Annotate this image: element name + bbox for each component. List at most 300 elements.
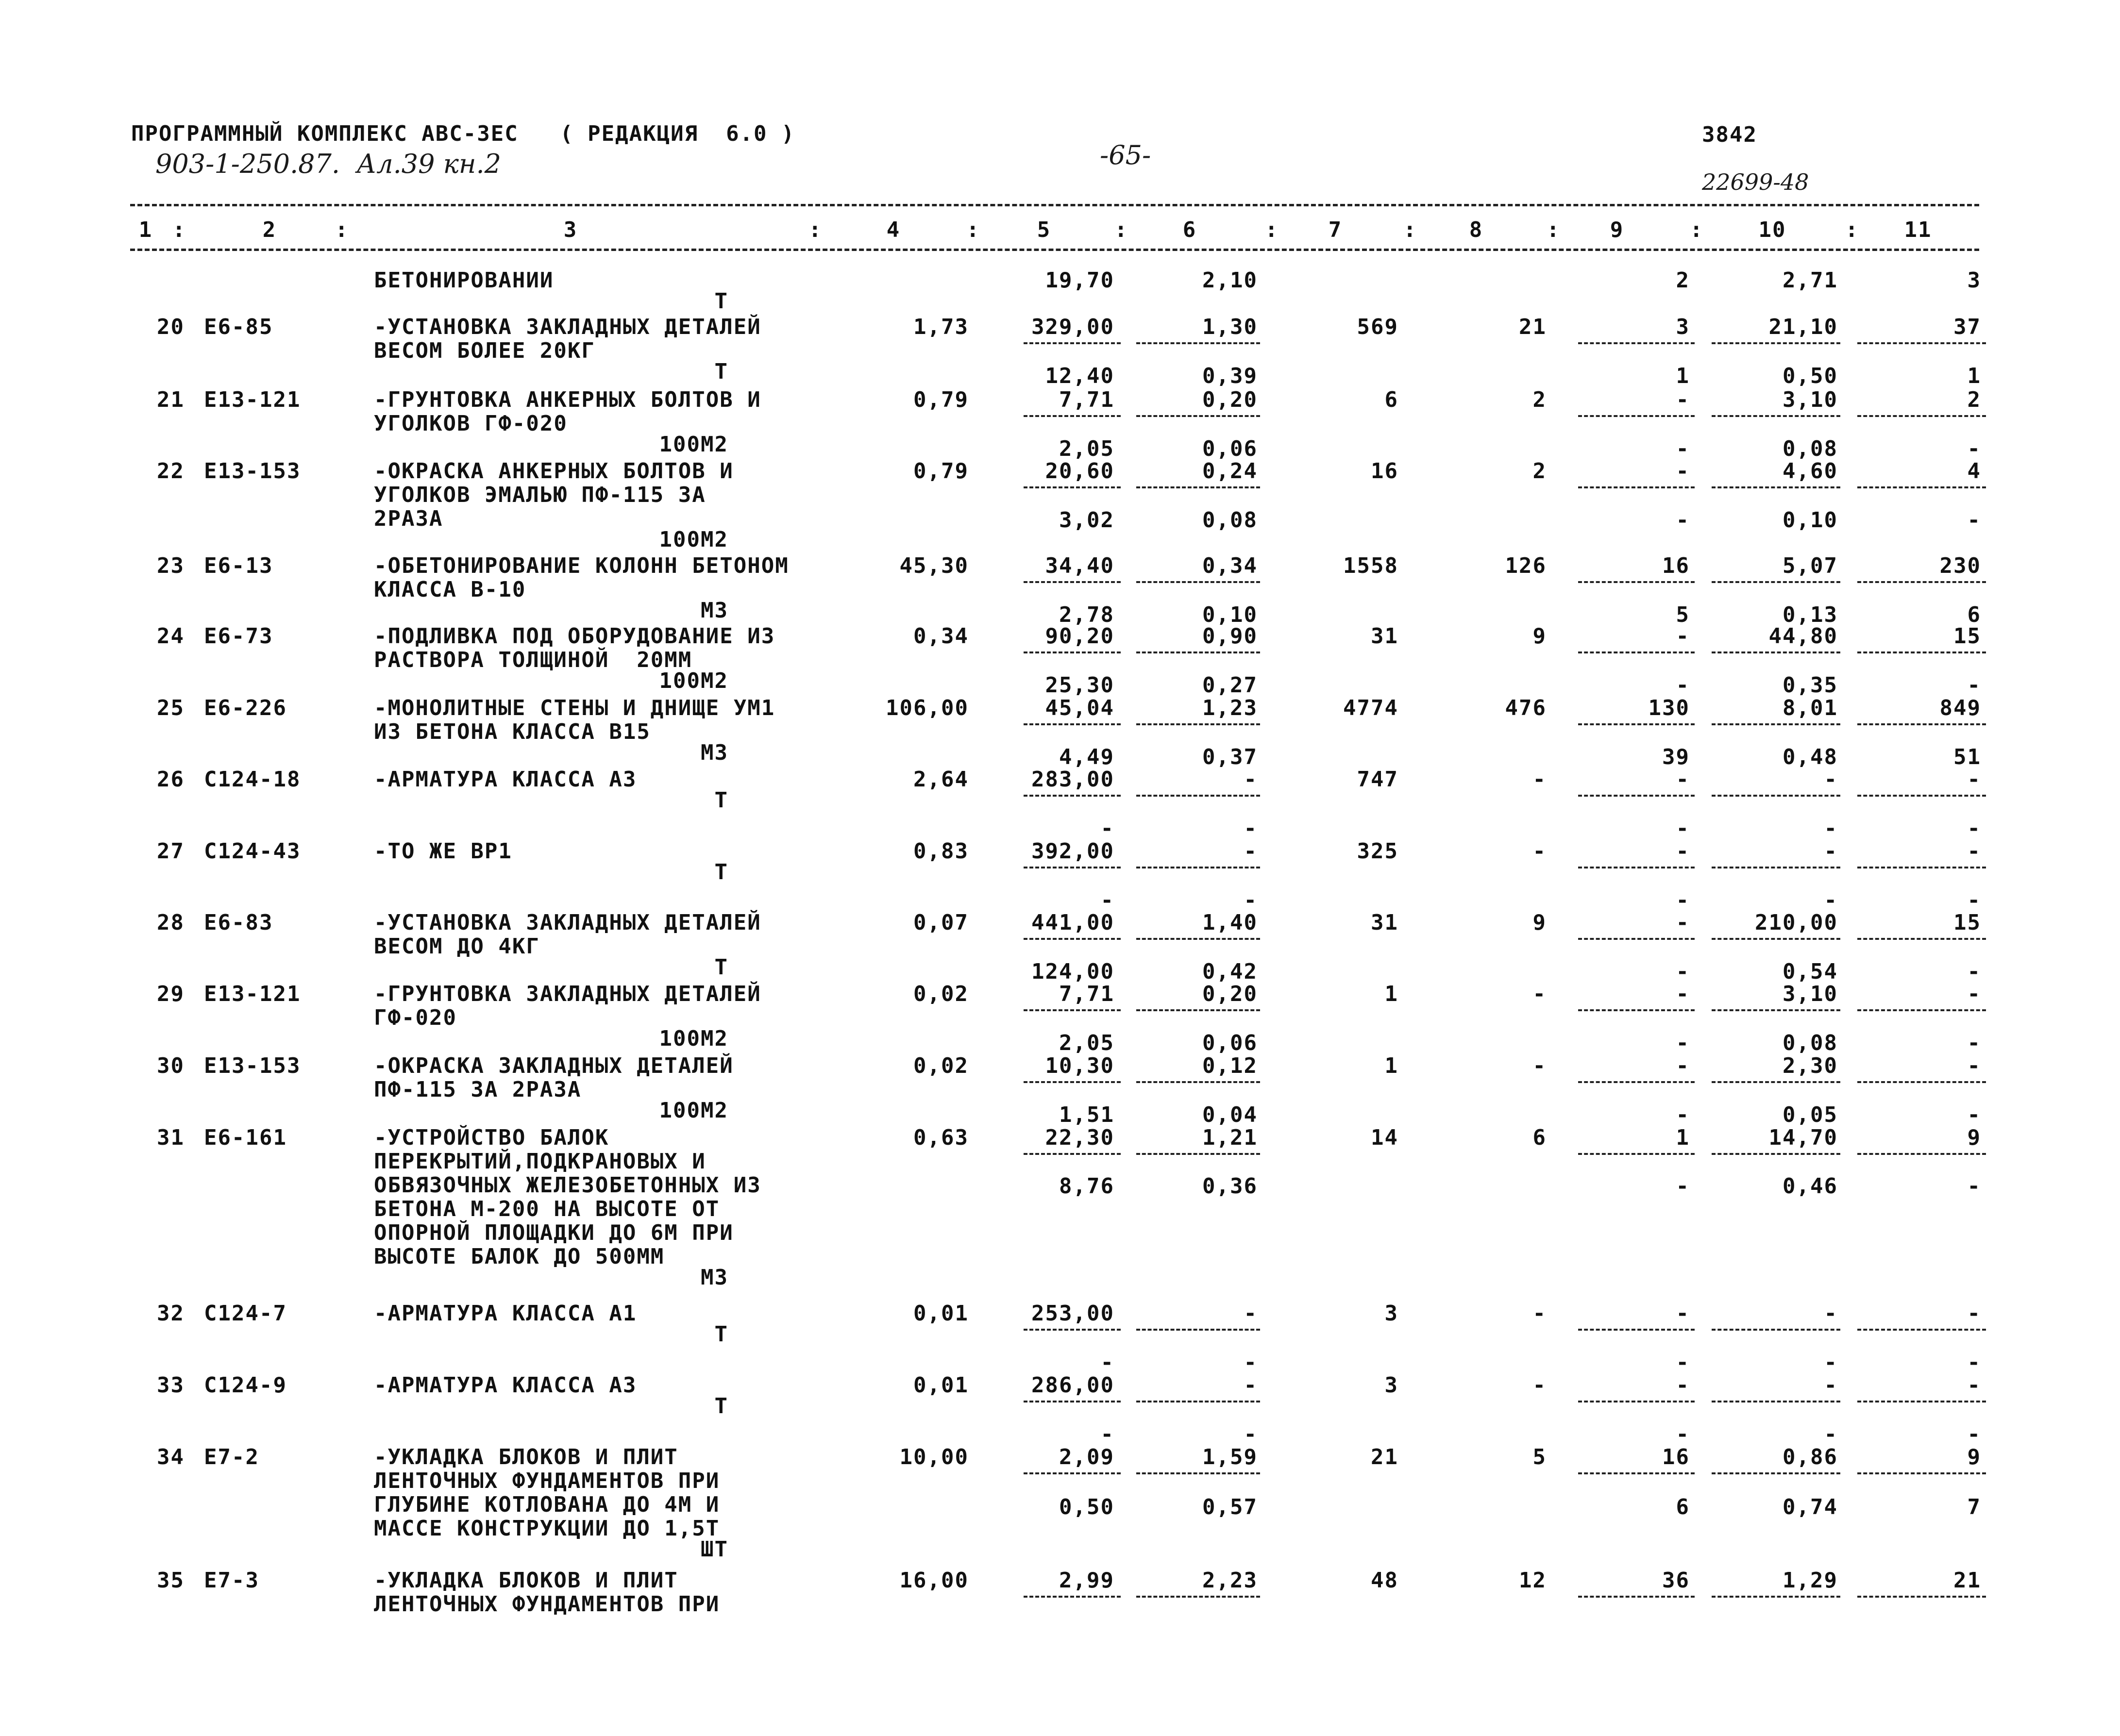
cell-col9: 130 (1648, 696, 1690, 720)
cell-col10: 21,10 (1768, 315, 1838, 339)
cell-unit-cost: 45,04 (1045, 696, 1114, 720)
cell-quantity: 0,01 (913, 1373, 969, 1398)
cell-wage-unit-secondary: 0,10 (1202, 602, 1258, 627)
value-underline (1857, 486, 1986, 488)
row-description-line: -УСТАНОВКА ЗАКЛАДНЫХ ДЕТАЛЕЙ (374, 315, 761, 339)
value-underline (1857, 867, 1986, 868)
value-underline (1578, 1081, 1695, 1083)
value-underline (1024, 651, 1121, 653)
cell-total-wage: 126 (1505, 553, 1547, 578)
cell-wage-unit-secondary: 0,39 (1202, 364, 1258, 388)
cell-col10-secondary: 0,35 (1783, 673, 1838, 698)
cell-quantity: 2,64 (913, 767, 969, 792)
value-underline (1136, 867, 1260, 868)
cell-unit-cost-secondary: - (1100, 888, 1114, 913)
value-underline (1136, 415, 1260, 417)
value-underline (1024, 1009, 1121, 1011)
cell-col9: - (1676, 910, 1690, 935)
row-number: 25 (157, 696, 185, 720)
cell-unit-cost: 286,00 (1031, 1373, 1114, 1398)
cell-wage-unit: 0,34 (1202, 553, 1258, 578)
cell-col11-secondary: - (1967, 673, 1981, 698)
cell-col10: 3,10 (1783, 387, 1838, 412)
row-unit: М3 (701, 740, 728, 765)
row-description-line: -АРМАТУРА КЛАССА А1 (374, 1301, 637, 1326)
row-description-line: ВЕСОМ ДО 4КГ (374, 934, 540, 959)
cell-col10-secondary: 0,10 (1783, 508, 1838, 533)
cell-wage-unit: 1,30 (1202, 315, 1258, 339)
value-underline (1024, 1081, 1121, 1083)
cell-total-wage: - (1532, 839, 1547, 864)
cell-total-wage: 9 (1532, 910, 1547, 935)
row-unit: Т (714, 860, 728, 885)
cell-col10: 3,10 (1783, 982, 1838, 1006)
cell-col10: 2,71 (1783, 268, 1838, 293)
cell-total-cost: 1 (1384, 1053, 1398, 1078)
value-underline (1712, 1009, 1840, 1011)
cell-col9-secondary: 6 (1676, 1495, 1690, 1519)
row-number: 30 (157, 1053, 185, 1078)
cell-col11: 15 (1953, 910, 1981, 935)
value-underline (1712, 415, 1840, 417)
cell-quantity: 1,73 (913, 315, 969, 339)
cell-col10-secondary: - (1824, 816, 1838, 841)
row-code: Е6-226 (204, 696, 287, 720)
cell-col9: 36 (1662, 1568, 1690, 1593)
row-number: 27 (157, 839, 185, 864)
cell-col11: - (1967, 1053, 1981, 1078)
cell-col9: - (1676, 982, 1690, 1006)
value-underline (1136, 795, 1260, 797)
cell-col10: - (1824, 1373, 1838, 1398)
cell-wage-unit-secondary: 0,36 (1202, 1174, 1258, 1199)
value-underline (1857, 581, 1986, 583)
cell-total-wage: 9 (1532, 624, 1547, 649)
cell-total-wage: 6 (1532, 1125, 1547, 1150)
cell-col11: 37 (1953, 315, 1981, 339)
cell-unit-cost: 20,60 (1045, 459, 1114, 484)
column-header-8: 8 (1469, 217, 1483, 242)
value-underline (1578, 1596, 1695, 1598)
cell-col10-secondary: 0,74 (1783, 1495, 1838, 1519)
row-unit: 100М2 (659, 668, 728, 693)
row-unit: 100М2 (659, 527, 728, 552)
value-underline (1024, 342, 1121, 344)
cell-total-cost: 1 (1384, 982, 1398, 1006)
cell-wage-unit: 1,40 (1202, 910, 1258, 935)
cell-col10-secondary: 0,48 (1783, 745, 1838, 769)
value-underline (1857, 1401, 1986, 1402)
cell-col11-secondary: 6 (1967, 602, 1981, 627)
value-underline (1857, 651, 1986, 653)
value-underline (1578, 938, 1695, 940)
cell-total-wage: - (1532, 1053, 1547, 1078)
cell-quantity: 0,34 (913, 624, 969, 649)
row-description-line: -УСТРОЙСТВО БАЛОК (374, 1125, 609, 1150)
row-code: Е13-121 (204, 982, 301, 1006)
value-underline (1136, 1009, 1260, 1011)
cell-col9: - (1676, 1373, 1690, 1398)
row-description-line: УГОЛКОВ ГФ-020 (374, 411, 568, 436)
cell-col10-secondary: - (1824, 1422, 1838, 1447)
cell-col9-secondary: - (1676, 1102, 1690, 1127)
row-code: С124-7 (204, 1301, 287, 1326)
value-underline (1857, 1153, 1986, 1155)
cell-unit-cost-secondary: 1,51 (1059, 1102, 1114, 1127)
cell-wage-unit-secondary: 0,27 (1202, 673, 1258, 698)
cell-unit-cost-secondary: - (1100, 816, 1114, 841)
value-underline (1578, 415, 1695, 417)
row-code: Е6-161 (204, 1125, 287, 1150)
cell-wage-unit: - (1244, 839, 1258, 864)
value-underline (1136, 1081, 1260, 1083)
value-underline (1024, 1329, 1121, 1331)
row-description-line: -АРМАТУРА КЛАССА А3 (374, 767, 637, 792)
row-code: Е7-2 (204, 1445, 259, 1469)
row-code: Е7-3 (204, 1568, 259, 1593)
row-description-line: ВЕСОМ БОЛЕЕ 20КГ (374, 338, 595, 363)
value-underline (1712, 581, 1840, 583)
cell-col11-secondary: - (1967, 888, 1981, 913)
value-underline (1857, 723, 1986, 725)
row-description-line: -ГРУНТОВКА ЗАКЛАДНЫХ ДЕТАЛЕЙ (374, 982, 761, 1006)
cell-col9: - (1676, 839, 1690, 864)
cell-col9-secondary: - (1676, 673, 1690, 698)
row-number: 22 (157, 459, 185, 484)
value-underline (1578, 581, 1695, 583)
column-header-4: 4 (886, 217, 901, 242)
value-underline (1857, 415, 1986, 417)
doc-number: 3842 (1702, 122, 1757, 147)
cell-col9-secondary: 5 (1676, 602, 1690, 627)
cell-col10-secondary: 0,05 (1783, 1102, 1838, 1127)
cell-wage-unit: 2,23 (1202, 1568, 1258, 1593)
page-number: -65- (1100, 140, 1151, 170)
cell-unit-cost-secondary: 25,30 (1045, 673, 1114, 698)
row-unit: Т (714, 359, 728, 384)
row-description-line: ОПОРНОЙ ПЛОЩАДКИ ДО 6М ПРИ (374, 1220, 734, 1245)
cell-col9-secondary: - (1676, 508, 1690, 533)
cell-col9: 2 (1676, 268, 1690, 293)
value-underline (1578, 1329, 1695, 1331)
cell-quantity: 0,83 (913, 839, 969, 864)
program-line: ПРОГРАММНЫЙ КОМПЛЕКС АВС-3ЕС ( РЕДАКЦИЯ 6.0 ) (131, 121, 795, 146)
value-underline (1024, 867, 1121, 868)
cell-total-wage: 5 (1532, 1445, 1547, 1469)
value-underline (1136, 1596, 1260, 1598)
cell-col9: - (1676, 1301, 1690, 1326)
value-underline (1136, 651, 1260, 653)
row-code: Е6-13 (204, 553, 273, 578)
cell-wage-unit-secondary: 0,08 (1202, 508, 1258, 533)
cell-unit-cost-secondary: 12,40 (1045, 364, 1114, 388)
value-underline (1024, 1153, 1121, 1155)
cell-col9-secondary: 1 (1676, 364, 1690, 388)
row-unit: Т (714, 788, 728, 813)
cell-total-cost: 747 (1357, 767, 1398, 792)
cell-col10: 8,01 (1783, 696, 1838, 720)
row-unit: Т (714, 1394, 728, 1419)
inventory-number: 22699-48 (1702, 169, 1809, 195)
row-number: 29 (157, 982, 185, 1006)
cell-col11-secondary: 51 (1953, 745, 1981, 769)
value-underline (1712, 651, 1840, 653)
cell-wage-unit-secondary: 0,42 (1202, 959, 1258, 984)
column-header-1: 1 (138, 217, 153, 242)
value-underline (1024, 1472, 1121, 1474)
value-underline (1024, 723, 1121, 725)
cell-quantity: 0,79 (913, 459, 969, 484)
row-code: С124-18 (204, 767, 301, 792)
cell-unit-cost-secondary: 2,05 (1059, 1031, 1114, 1055)
cell-wage-unit-secondary: 0,04 (1202, 1102, 1258, 1127)
cell-unit-cost: 253,00 (1031, 1301, 1114, 1326)
row-unit: ШТ (701, 1537, 728, 1562)
cell-col11: 2 (1967, 387, 1981, 412)
row-description-line: -УСТАНОВКА ЗАКЛАДНЫХ ДЕТАЛЕЙ (374, 910, 761, 935)
row-description-line: КЛАССА В-10 (374, 577, 526, 602)
cell-total-wage: - (1532, 1373, 1547, 1398)
value-underline (1578, 867, 1695, 868)
cell-col10: - (1824, 767, 1838, 792)
cell-total-cost: 1558 (1343, 553, 1398, 578)
row-description-line: БЕТОНИРОВАНИИ (374, 268, 554, 293)
row-description-line: ЛЕНТОЧНЫХ ФУНДАМЕНТОВ ПРИ (374, 1469, 720, 1493)
row-description-line: МАССЕ КОНСТРУКЦИИ ДО 1,5Т (374, 1516, 720, 1541)
cell-col9-secondary: - (1676, 1422, 1690, 1447)
row-code: Е6-73 (204, 624, 273, 649)
row-description-line: ВЫСОТЕ БАЛОК ДО 500ММ (374, 1244, 665, 1269)
value-underline (1578, 795, 1695, 797)
value-underline (1136, 938, 1260, 940)
column-separator: : (1547, 217, 1561, 242)
column-separator: : (966, 217, 980, 242)
cell-unit-cost-secondary: 8,76 (1059, 1174, 1114, 1199)
cell-col9-secondary: 39 (1662, 745, 1690, 769)
cell-total-cost: 48 (1371, 1568, 1398, 1593)
value-underline (1578, 342, 1695, 344)
value-underline (1712, 342, 1840, 344)
cell-unit-cost-secondary: - (1100, 1350, 1114, 1375)
cell-total-cost: 16 (1371, 459, 1398, 484)
cell-unit-cost: 329,00 (1031, 315, 1114, 339)
value-underline (1578, 651, 1695, 653)
column-header-7: 7 (1328, 217, 1343, 242)
row-description-line: РАСТВОРА ТОЛЩИНОЙ 20ММ (374, 648, 692, 672)
column-header-3: 3 (563, 217, 578, 242)
cell-col11: - (1967, 839, 1981, 864)
cell-col11: 3 (1967, 268, 1981, 293)
cell-col10: 210,00 (1755, 910, 1838, 935)
value-underline (1857, 1472, 1986, 1474)
cell-wage-unit: 2,10 (1202, 268, 1258, 293)
cell-col9-secondary: - (1676, 816, 1690, 841)
cell-col11-secondary: 7 (1967, 1495, 1981, 1519)
cell-wage-unit: 0,12 (1202, 1053, 1258, 1078)
row-number: 31 (157, 1125, 185, 1150)
cell-quantity: 0,79 (913, 387, 969, 412)
row-unit: 100М2 (659, 1098, 728, 1123)
cell-col10-secondary: 0,13 (1783, 602, 1838, 627)
row-description-line: ЛЕНТОЧНЫХ ФУНДАМЕНТОВ ПРИ (374, 1592, 720, 1617)
cell-wage-unit: 0,90 (1202, 624, 1258, 649)
row-number: 24 (157, 624, 185, 649)
cell-col10: - (1824, 839, 1838, 864)
cell-col9-secondary: - (1676, 1174, 1690, 1199)
value-underline (1136, 1472, 1260, 1474)
row-unit: Т (714, 1322, 728, 1347)
cell-col9: 16 (1662, 553, 1690, 578)
cell-total-wage: - (1532, 982, 1547, 1006)
cell-unit-cost-secondary: 2,78 (1059, 602, 1114, 627)
cell-col11-secondary: - (1967, 1031, 1981, 1055)
cell-total-cost: 14 (1371, 1125, 1398, 1150)
cell-col10: 1,29 (1783, 1568, 1838, 1593)
table-top-rule (130, 204, 1979, 206)
cell-col9-secondary: - (1676, 1350, 1690, 1375)
cell-col10: 14,70 (1768, 1125, 1838, 1150)
cell-total-wage: 2 (1532, 459, 1547, 484)
cell-col9: - (1676, 624, 1690, 649)
row-number: 23 (157, 553, 185, 578)
cell-unit-cost: 283,00 (1031, 767, 1114, 792)
cell-total-cost: 31 (1371, 624, 1398, 649)
value-underline (1712, 867, 1840, 868)
row-code: Е13-153 (204, 1053, 301, 1078)
cell-col11: 849 (1939, 696, 1981, 720)
cell-wage-unit-secondary: - (1244, 816, 1258, 841)
row-number: 20 (157, 315, 185, 339)
value-underline (1857, 1596, 1986, 1598)
cell-wage-unit: 0,20 (1202, 982, 1258, 1006)
value-underline (1136, 1329, 1260, 1331)
row-code: С124-9 (204, 1373, 287, 1398)
row-number: 26 (157, 767, 185, 792)
cell-total-wage: - (1532, 767, 1547, 792)
cell-wage-unit-secondary: - (1244, 888, 1258, 913)
row-description-line: -ПОДЛИВКА ПОД ОБОРУДОВАНИЕ ИЗ (374, 624, 775, 649)
value-underline (1136, 581, 1260, 583)
cell-col9-secondary: - (1676, 436, 1690, 461)
value-underline (1136, 486, 1260, 488)
cell-col10-secondary: 0,46 (1783, 1174, 1838, 1199)
cell-col9: 3 (1676, 315, 1690, 339)
cell-col11: - (1967, 767, 1981, 792)
cell-wage-unit-secondary: 0,57 (1202, 1495, 1258, 1519)
column-header-6: 6 (1182, 217, 1197, 242)
value-underline (1712, 1329, 1840, 1331)
row-unit: 100М2 (659, 432, 728, 457)
row-description-line: -ОКРАСКА АНКЕРНЫХ БОЛТОВ И (374, 459, 734, 484)
value-underline (1136, 1401, 1260, 1402)
column-separator: : (808, 217, 823, 242)
cell-quantity: 16,00 (899, 1568, 969, 1593)
value-underline (1024, 415, 1121, 417)
cell-wage-unit: - (1244, 767, 1258, 792)
cell-col11-secondary: - (1967, 508, 1981, 533)
row-unit: Т (714, 955, 728, 980)
value-underline (1712, 1153, 1840, 1155)
cell-total-cost: 6 (1384, 387, 1398, 412)
row-number: 33 (157, 1373, 185, 1398)
value-underline (1024, 1401, 1121, 1402)
cell-quantity: 0,07 (913, 910, 969, 935)
column-separator: : (1690, 217, 1704, 242)
cell-unit-cost: 441,00 (1031, 910, 1114, 935)
row-number: 28 (157, 910, 185, 935)
row-description-line: -АРМАТУРА КЛАССА А3 (374, 1373, 637, 1398)
cell-col9: - (1676, 459, 1690, 484)
cell-total-cost: 3 (1384, 1301, 1398, 1326)
cell-col11: 230 (1939, 553, 1981, 578)
cell-wage-unit: 0,24 (1202, 459, 1258, 484)
row-description-line: -ОБЕТОНИРОВАНИЕ КОЛОНН БЕТОНОМ (374, 553, 789, 578)
row-description-line: -МОНОЛИТНЫЕ СТЕНЫ И ДНИЩЕ УМ1 (374, 696, 775, 720)
column-header-10: 10 (1758, 217, 1786, 242)
row-description-line: 2РАЗА (374, 506, 443, 531)
cell-col9: 16 (1662, 1445, 1690, 1469)
cell-unit-cost: 22,30 (1045, 1125, 1114, 1150)
value-underline (1578, 723, 1695, 725)
row-code: Е6-85 (204, 315, 273, 339)
cell-col11: - (1967, 1373, 1981, 1398)
cell-col11: 4 (1967, 459, 1981, 484)
cell-col11: - (1967, 1301, 1981, 1326)
cell-col10-secondary: 0,08 (1783, 436, 1838, 461)
row-number: 35 (157, 1568, 185, 1593)
cell-total-cost: 569 (1357, 315, 1398, 339)
cell-col9: - (1676, 767, 1690, 792)
cell-unit-cost: 34,40 (1045, 553, 1114, 578)
cell-col10: 44,80 (1768, 624, 1838, 649)
column-separator: : (1845, 217, 1859, 242)
cell-wage-unit: 1,21 (1202, 1125, 1258, 1150)
cell-col11: - (1967, 982, 1981, 1006)
cell-wage-unit: - (1244, 1301, 1258, 1326)
cell-unit-cost: 7,71 (1059, 387, 1114, 412)
table-header-rule (130, 249, 1979, 251)
cell-unit-cost-secondary: 0,50 (1059, 1495, 1114, 1519)
row-description-line: ГФ-020 (374, 1005, 457, 1030)
cell-col10: 5,07 (1783, 553, 1838, 578)
cell-total-wage: - (1532, 1301, 1547, 1326)
value-underline (1024, 795, 1121, 797)
value-underline (1136, 1153, 1260, 1155)
cell-col9: 1 (1676, 1125, 1690, 1150)
value-underline (1857, 938, 1986, 940)
value-underline (1712, 795, 1840, 797)
row-unit: М3 (701, 598, 728, 623)
value-underline (1136, 723, 1260, 725)
row-description-line: -ТО ЖЕ ВР1 (374, 839, 512, 864)
row-code: Е13-153 (204, 459, 301, 484)
value-underline (1712, 1596, 1840, 1598)
column-header-2: 2 (262, 217, 277, 242)
cell-quantity: 0,01 (913, 1301, 969, 1326)
cell-col10-secondary: 0,54 (1783, 959, 1838, 984)
column-header-9: 9 (1610, 217, 1624, 242)
cell-unit-cost-secondary: 2,05 (1059, 436, 1114, 461)
column-separator: : (1403, 217, 1417, 242)
column-separator: : (172, 217, 186, 242)
value-underline (1712, 1081, 1840, 1083)
cell-col11-secondary: - (1967, 1422, 1981, 1447)
cell-wage-unit-secondary: - (1244, 1422, 1258, 1447)
cell-col9-secondary: - (1676, 888, 1690, 913)
row-number: 32 (157, 1301, 185, 1326)
row-code: С124-43 (204, 839, 301, 864)
cell-total-wage: 21 (1519, 315, 1547, 339)
